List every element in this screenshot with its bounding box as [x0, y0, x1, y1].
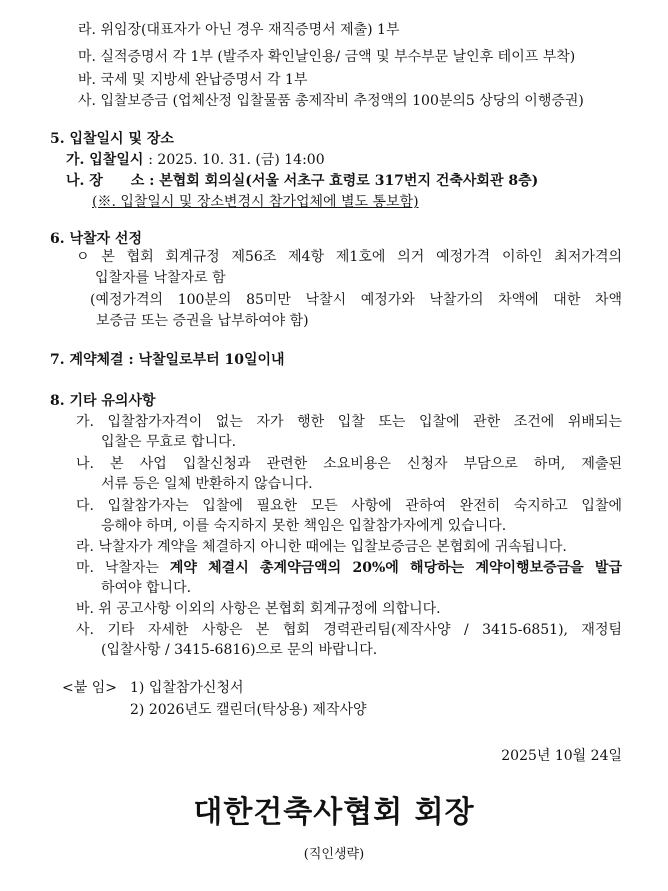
bid-date-row: 가. 입찰일시 : 2025. 10. 31. (금) 14:00 [66, 152, 325, 168]
section-heading: 7. 계약체결 : 낙찰일로부터 10일이내 [50, 352, 285, 368]
list-item: 바. 국세 및 지방세 완납증명서 각 1부 [78, 72, 308, 88]
section-heading: 8. 기타 유의사항 [50, 393, 156, 409]
list-item: 라. 위임장(대표자가 아닌 경우 재직증명서 제출) 1부 [78, 22, 400, 38]
change-notice: (※. 입찰일시 및 장소변경시 참가업체에 별도 통보함) [92, 194, 419, 210]
seal-note: (직인생략) [303, 847, 365, 862]
paragraph-line: (예정가격의 100분의 85미만 낙찰시 예정가와 낙찰가의 차액에 대한 차액 [90, 292, 622, 308]
attachment-item: 1) 입찰참가신청서 [130, 680, 244, 696]
attachment-label: <붙 임> [62, 680, 117, 696]
attachment-item: 2) 2026년도 캘린더(탁상용) 제작사양 [130, 702, 367, 718]
list-item: 라. 낙찰자가 계약을 체결하지 아니한 때에는 입찰보증금은 본협회에 귀속됩니다. [76, 539, 567, 555]
list-item: 사. 입찰보증금 (업체산정 입찰물품 총제작비 추정액의 100분의5 상당의 이행증권) [78, 93, 584, 109]
document-date: 2025년 10월 24일 [501, 748, 622, 764]
bid-place-row: 나. 장 소 : 본협회 회의실(서울 서초구 효령로 317번지 건축사회관 8층) [66, 173, 539, 189]
list-item: 가. 입찰참가자격이 없는 자가 행한 입찰 또는 입찰에 관한 조건에 위배되는 [76, 414, 622, 430]
paragraph-line: 입찰자를 낙찰자로 함 [95, 270, 226, 286]
list-item: 하여야 합니다. [101, 580, 192, 596]
paragraph-line: 보증금 또는 증권을 납부하여야 함) [96, 313, 309, 329]
list-item: 사. 기타 자세한 사항은 본 협회 경력관리팀(제작사양 / 3415-6851), 재정팀 [76, 622, 622, 638]
list-item: 서류 등은 일체 반환하지 않습니다. [101, 476, 313, 492]
paragraph-line: ㅇ 본 협회 회계규정 제56조 제4항 제1호에 의거 예정가격 이하인 최저가격의 [76, 249, 622, 265]
signatory-title: 대한건축사협회 회장 [193, 795, 475, 830]
section-heading: 6. 낙찰자 선정 [50, 231, 142, 247]
section-heading: 5. 입찰일시 및 장소 [50, 131, 174, 147]
list-item: 입찰은 무효로 합니다. [101, 434, 237, 450]
list-item: 마. 낙찰자는 계약 체결시 총계약금액의 20%에 해당하는 계약이행보증금을 발급 [76, 560, 622, 576]
list-item: (입찰사항 / 3415-6816)으로 문의 바랍니다. [101, 642, 378, 658]
list-item: 응해야 하며, 이를 숙지하지 못한 책임은 입찰참가자에게 있습니다. [101, 518, 507, 534]
list-item: 바. 위 공고사항 이외의 사항은 본협회 회계규정에 의합니다. [76, 601, 441, 617]
list-item: 나. 본 사업 입찰신청과 관련한 소요비용은 신청자 부담으로 하며, 제출된 [76, 456, 622, 472]
list-item: 다. 입찰참가자는 입찰에 필요한 모든 사항에 관하여 완전히 숙지하고 입찰에 [76, 498, 622, 514]
list-item: 마. 실적증명서 각 1부 (발주자 확인날인용/ 금액 및 부수부문 날인후 테이프 부착) [78, 49, 576, 65]
